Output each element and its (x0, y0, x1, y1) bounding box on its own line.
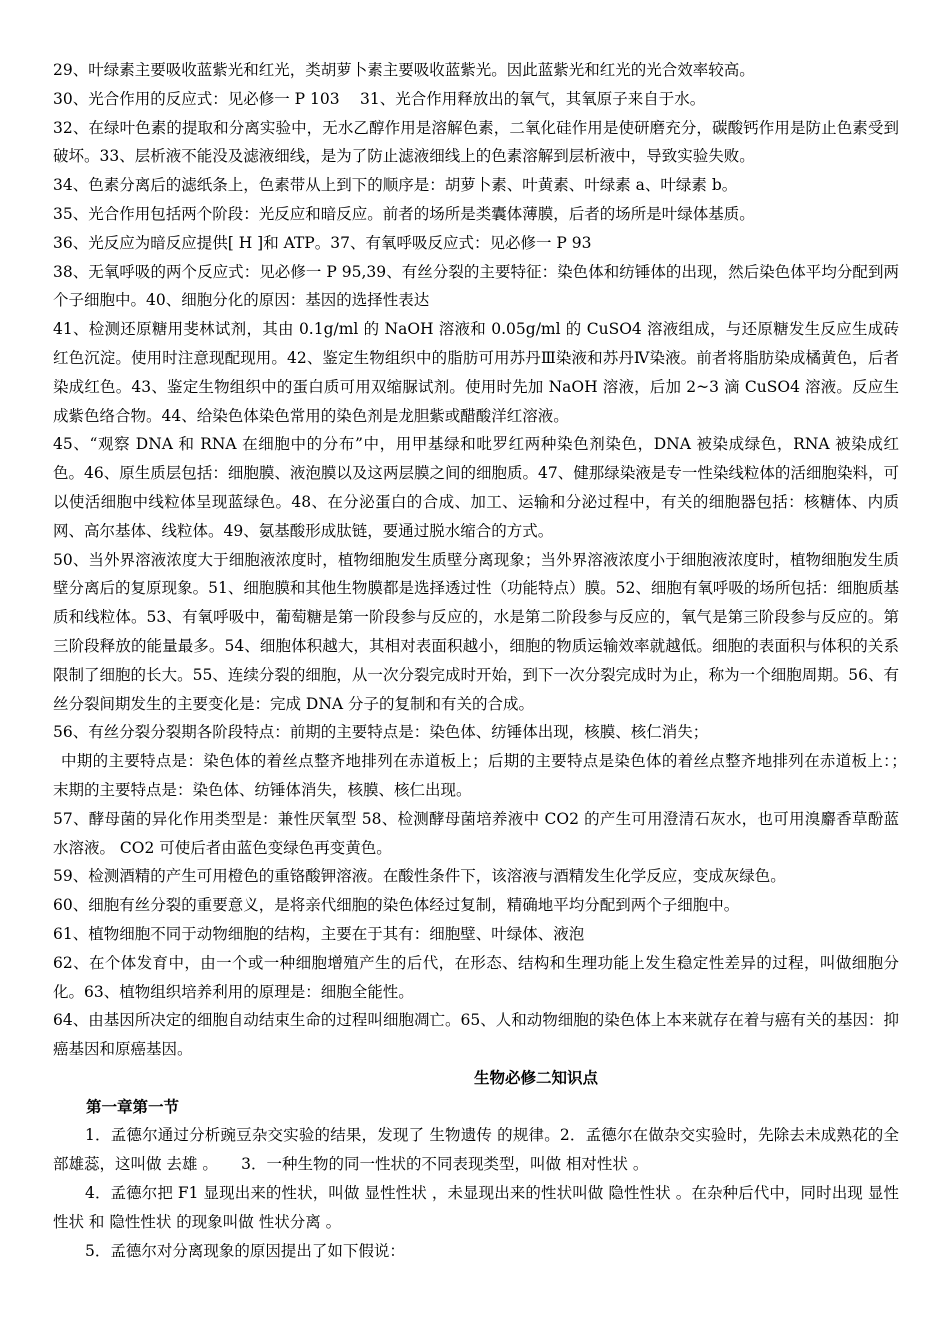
chapter-paragraph-1: 1．孟德尔通过分析豌豆杂交实验的结果，发现了 生物遗传 的规律。2．孟德尔在做杂交实验时，先除去未成熟花的全部雄蕊，这叫做 去雄 。 3．一种生物的同一性状的不同表现类型，叫做 相对性状 。 (53, 1126, 899, 1174)
paragraph-35: 35、光合作用包括两个阶段：光反应和暗反应。前者的场所是类囊体薄膜，后者的场所是叶绿体基质。 (53, 204, 755, 223)
paragraph-62: 62、在个体发育中，由一个或一种细胞增殖产生的后代，在形态、结构和生理功能上发生稳定性差异的过程，叫做细胞分化。63、植物组织培养利用的原理是：细胞全能性。 (53, 953, 899, 1001)
paragraph-32: 32、在绿叶色素的提取和分离实验中，无水乙醇作用是溶解色素，二氧化硅作用是使研磨充分，碳酸钙作用是防止色素受到破坏。33、层析液不能没及滤液细线，是为了防止滤液细线上的色素溶解到层析液中，导致实验失败。 (53, 118, 899, 166)
paragraph-59: 59、检测酒精的产生可用橙色的重铬酸钾溶液。在酸性条件下，该溶液与酒精发生化学反应，变成灰绿色。 (53, 867, 786, 886)
paragraph-45: 45、“观察 DNA 和 RNA 在细胞中的分布”中，用甲基绿和吡罗红两种染色剂染色，DNA 被染成绿色，RNA 被染成红色。46、原生质层包括：细胞膜、液泡膜以及这两层膜之间的细胞质。47、健那绿染液是专一性染线粒体的活细胞染料，可以使活细胞中线粒体呈现蓝绿色。48、在分泌蛋白的合成、加工、运输和分泌过程中，有关的细胞器包括：核糖体、内质网、高尔基体、线粒体。49、氨基酸形成肽链，要通过脱水缩合的方式。 (53, 435, 899, 540)
document-body (53, 56, 915, 1265)
paragraph-50: 50、当外界溶液浓度大于细胞液浓度时，植物细胞发生质壁分离现象；当外界溶液浓度小于细胞液浓度时，植物细胞发生质壁分离后的复原现象。51、细胞膜和其他生物膜都是选择透过性（功能特点）膜。52、细胞有氧呼吸的场所包括：细胞质基质和线粒体。53、有氧呼吸中，葡萄糖是第一阶段参与反应的，水是第二阶段参与反应的，氧气是第三阶段参与反应的。第三阶段释放的能量最多。54、细胞体积越大，其相对表面积越小，细胞的物质运输效率就越低。细胞的表面积与体积的关系限制了细胞的长大。55、连续分裂的细胞，从一次分裂完成时开始，到下一次分裂完成时为止，称为一个细胞周期。56、有丝分裂间期发生的主要变化是：完成 DNA 分子的复制和有关的合成。 (53, 550, 899, 713)
chapter-title: 第一章第一节 (86, 1096, 180, 1116)
paragraph-56: 56、有丝分裂分裂期各阶段特点：前期的主要特点是：染色体、纺锤体出现，核膜、核仁消失； (53, 723, 709, 742)
paragraph-56-continued: 中期的主要特点是：染色体的着丝点整齐地排列在赤道板上；后期的主要特点是染色体的着丝点整齐地排列在赤道板上：； 末期的主要特点是：染色体、纺锤体消失，核膜、核仁出现。 (53, 752, 915, 799)
paragraph-41: 41、检测还原糖用斐林试剂，其由 0.1g/ml 的 NaOH 溶液和 0.05g/ml 的 CuSO4 溶液组成，与还原糖发生反应生成砖红色沉淀。使用时注意现配现用。42、鉴定生物组织中的脂肪可用苏丹Ⅲ染液和苏丹Ⅳ染液。前者将脂肪染成橘黄色，后者染成红色。43、鉴定生物组织中的蛋白质可用双缩脲试剂。使用时先加 NaOH 溶液，后加 2~3 滴 CuSO4 溶液。反应生成紫色络合物。44、给染色体染色常用的染色剂是龙胆紫或醋酸洋红溶液。 (53, 320, 899, 425)
paragraph-34: 34、色素分离后的滤纸条上，色素带从上到下的顺序是：胡萝卜素、叶黄素、叶绿素 a、叶绿素 b。 (53, 176, 738, 195)
paragraph-57: 57、酵母菌的异化作用类型是：兼性厌氧型 58、检测酵母菌培养液中 CO2 的产生可用澄清石灰水，也可用溴麝香草酚蓝水溶液。 CO2 可使后者由蓝色变绿色再变黄色。 (53, 809, 899, 857)
paragraph-61: 61、植物细胞不同于动物细胞的结构，主要在于其有：细胞壁、叶绿体、液泡 (53, 924, 585, 943)
chapter-paragraph-4: 4．孟德尔把 F1 显现出来的性状，叫做 显性性状 ，未显现出来的性状叫做 隐性性状 。在杂种后代中，同时出现 显性性状 和 隐性性状 的现象叫做 性状分离 。 (53, 1184, 899, 1231)
paragraph-64: 64、由基因所决定的细胞自动结束生命的过程叫细胞凋亡。65、人和动物细胞的染色体上本来就存在着与癌有关的基因：抑癌基因和原癌基因。 (53, 1011, 899, 1059)
paragraph-30: 30、光合作用的反应式：见必修一 P 103 31、光合作用释放出的氧气，其氧原子来自于水。 (53, 89, 706, 108)
paragraph-36: 36、光反应为暗反应提供[ H ]和 ATP。37、有氧呼吸反应式：见必修一 P 93 (53, 233, 592, 252)
chapter-paragraph-5: 5．孟德尔对分离现象的原因提出了如下假说： (85, 1241, 405, 1260)
paragraph-38: 38、无氧呼吸的两个反应式：见必修一 P 95,39、有丝分裂的主要特征：染色体和纺锤体的出现，然后染色体平均分配到两个子细胞中。40、细胞分化的原因：基因的选择性表达 (53, 262, 899, 310)
paragraph-60: 60、细胞有丝分裂的重要意义，是将亲代细胞的染色体经过复制，精确地平均分配到两个子细胞中。 (53, 896, 740, 915)
section-title: 生物必修二知识点 (473, 1067, 598, 1087)
paragraph-29: 29、叶绿素主要吸收蓝紫光和红光，类胡萝卜素主要吸收蓝紫光。因此蓝紫光和红光的光合效率较高。 (53, 61, 755, 79)
